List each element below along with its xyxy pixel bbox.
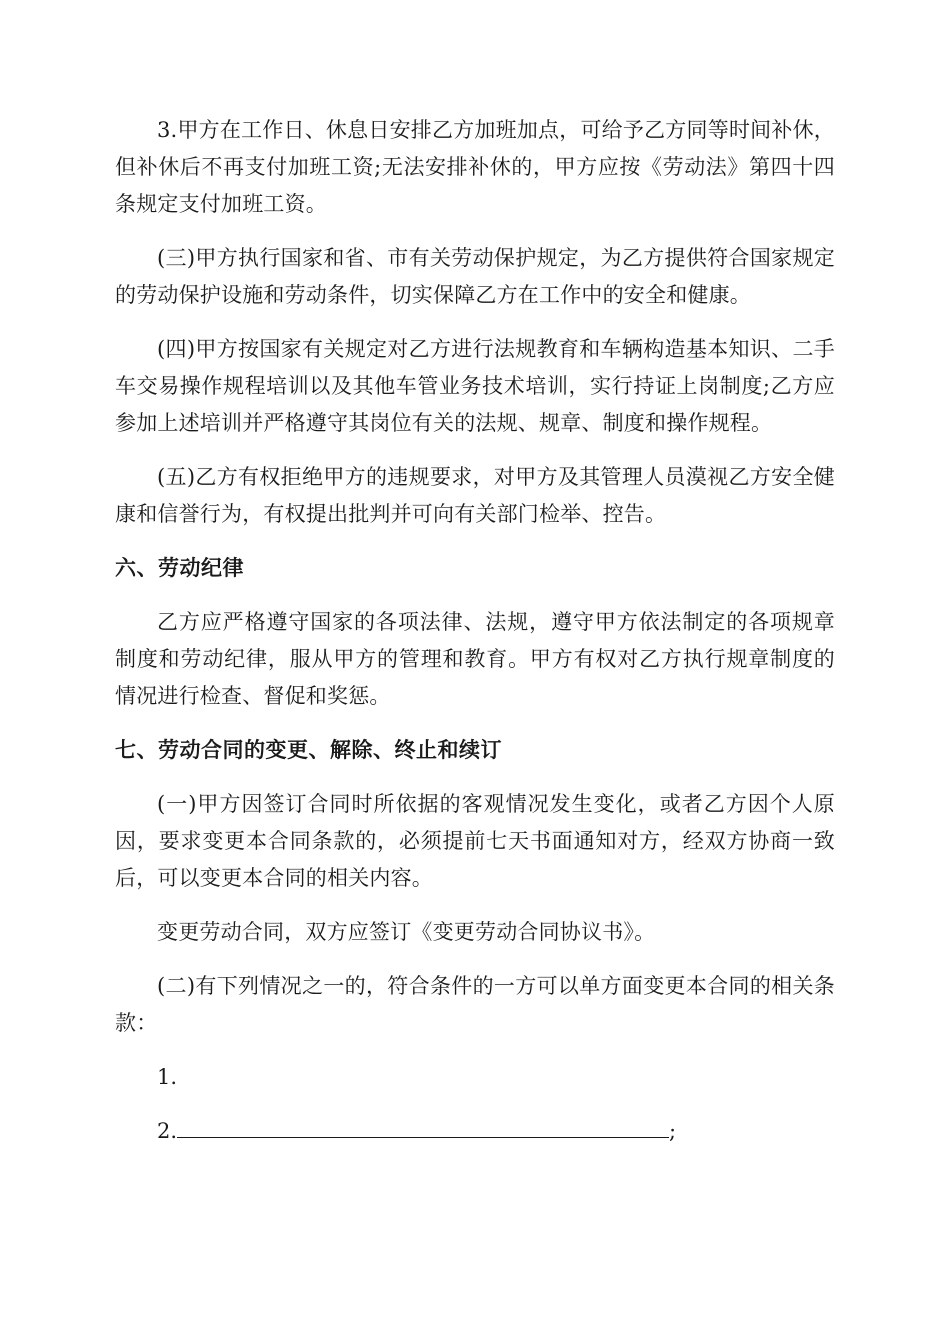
refusal-rights-clause: (五)乙方有权拒绝甲方的违规要求，对甲方及其管理人员漠视乙方安全健康和信誉行为，有权提出批判并可向有关部门检举、控告。 [115,465,835,526]
list-item-2 [115,1113,835,1150]
change-agreement-note: 变更劳动合同，双方应签订《变更劳动合同协议书》。 [157,920,656,944]
training-clause: (四)甲方按国家有关规定对乙方进行法规教育和车辆构造基本知识、二手车交易操作规程培训以及其他车管业务技术培训，实行持证上岗制度;乙方应参加上述培训并严格遵守其岗位有关的法规、规章、制度和操作规程。 [115,337,835,435]
contract-change-clause: (一)甲方因签订合同时所依据的客观情况发生变化，或者乙方因个人原因，要求变更本合同条款的，必须提前七天书面通知对方，经双方协商一致后，可以变更本合同的相关内容。 [115,792,835,890]
section-7-heading: 七、劳动合同的变更、解除、终止和续订 [115,738,502,762]
unilateral-change-clause: (二)有下列情况之一的，符合条件的一方可以单方面变更本合同的相关条款： [115,974,835,1035]
list-item-1-number: 1. [157,1065,178,1089]
list-item-2-semicolon: ; [669,1119,677,1143]
section-6-heading: 六、劳动纪律 [115,556,244,580]
section-6-body: 乙方应严格遵守国家的各项法律、法规，遵守甲方依法制定的各项规章制度和劳动纪律，服从甲方的管理和教育。甲方有权对乙方执行规章制度的情况进行检查、督促和奖惩。 [115,610,835,708]
labor-protection-clause: (三)甲方执行国家和省、市有关劳动保护规定，为乙方提供符合国家规定的劳动保护设施和劳动条件，切实保障乙方在工作中的安全和健康。 [115,246,835,307]
overtime-clause: 3.甲方在工作日、休息日安排乙方加班加点，可给予乙方同等时间补休，但补休后不再支付加班工资;无法安排补休的，甲方应按《劳动法》第四十四条规定支付加班工资。 [115,118,835,216]
list-item-2-number: 2. [157,1119,178,1143]
fill-in-blank-line[interactable] [177,1115,669,1138]
list-item-1 [115,1059,835,1096]
document-page [115,112,835,1167]
